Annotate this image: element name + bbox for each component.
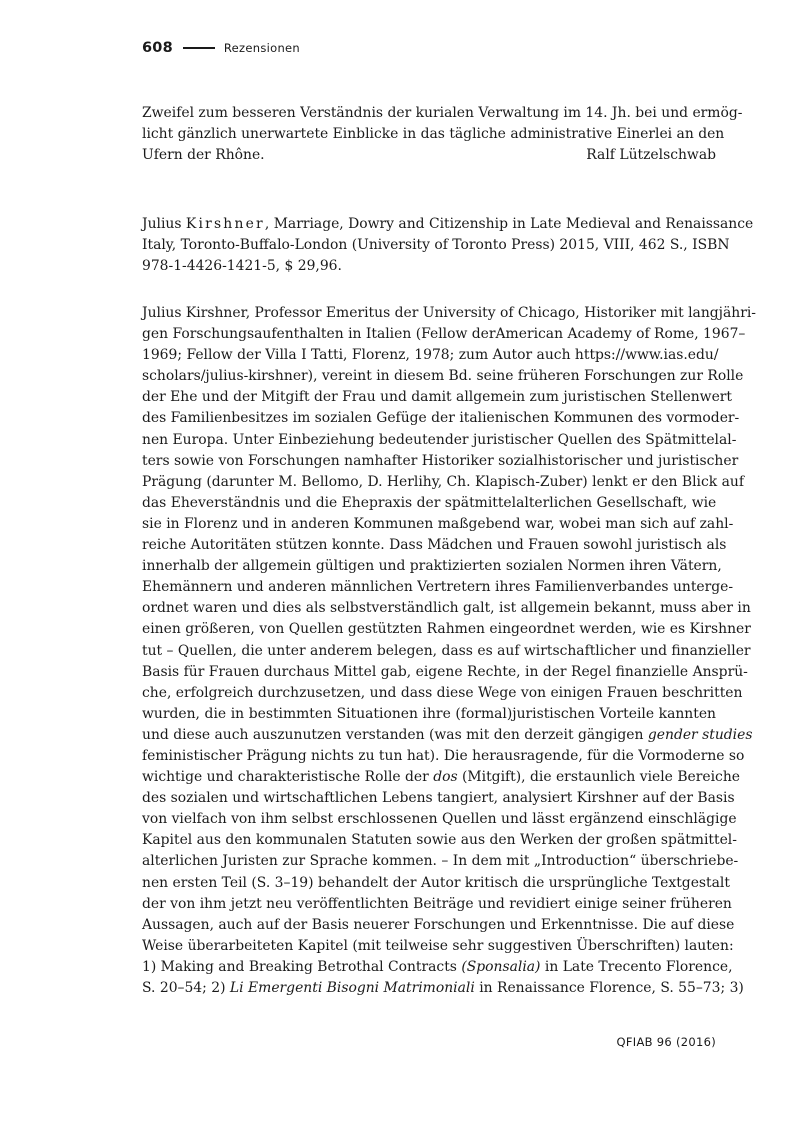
text-line: der von ihm jetzt neu veröffentlichten Beiträge und revidiert einige seiner früheren	[142, 895, 732, 912]
journal-footer: QFIAB 96 (2016)	[616, 1035, 716, 1049]
text-line: licht gänzlich unerwartete Einblicke in das tägliche administrative Einerlei an den	[142, 126, 725, 143]
text-line: ters sowie von Forschungen namhafter Historiker sozialhistorischer und juristischer	[142, 452, 739, 469]
text-line: che, erfolgreich durchzusetzen, und dass diese Wege von einigen Frauen beschritten	[142, 684, 743, 701]
text-line	[142, 978, 744, 999]
reviewer-signature: Ralf Lützelschwab	[586, 147, 716, 164]
italic-term: gender studies	[647, 726, 753, 743]
citation-line	[142, 214, 754, 235]
page-number: 608	[142, 40, 173, 56]
text-line: Julius Kirshner, Professor Emeritus der University of Chicago, Historiker mit langjähri-	[142, 305, 756, 321]
citation-line: 978-1-4426-1421-5, $ 29,96.	[142, 258, 342, 275]
text-line: feministischer Prägung nichts zu tun hat). Die herausragende, für die Vormoderne so	[142, 747, 745, 764]
header-rule	[183, 47, 215, 49]
text-line: Basis für Frauen durchaus Mittel gab, eigene Rechte, in der Regel finanzielle Ansprü-	[142, 663, 748, 680]
text-line: scholars/julius-kirshner), vereint in diesem Bd. seine früheren Forschungen zur Rolle	[142, 368, 744, 385]
book-title: , Marriage, Dowry and Citizenship in Late Medieval and Renaissance	[264, 216, 754, 232]
text-line: Prägung (darunter M. Bellomo, D. Herlihy, Ch. Klapisch-Zuber) lenkt er den Blick auf	[142, 473, 744, 490]
author-first-name: Julius	[142, 216, 182, 232]
text-line: Zweifel zum besseren Verständnis der kurialen Verwaltung im 14. Jh. bei und ermög-	[142, 105, 743, 121]
review-body	[142, 303, 756, 999]
text-run: (Mitgift), die erstaunlich viele Bereiche	[457, 769, 740, 786]
text-line: des Familienbesitzes im sozialen Gefüge der italienischen Kommunen des vormoder-	[142, 410, 740, 427]
text-line: nen ersten Teil (S. 3–19) behandelt der Autor kritisch die ursprüngliche Textgestalt	[142, 874, 730, 891]
text-line: das Eheverständnis und die Ehepraxis der spätmittelalterlichen Gesellschaft, wie	[142, 494, 717, 511]
text-line: nen Europa. Unter Einbeziehung bedeutender juristischer Quellen des Spätmittelal-	[142, 431, 737, 448]
text-line: wurden, die in bestimmten Situationen ihre (formal)juristischen Vorteile kannten	[142, 705, 716, 722]
text-line: reiche Autoritäten stützen konnte. Dass Mädchen und Frauen sowohl juristisch als	[142, 537, 727, 554]
review-citation	[142, 214, 754, 277]
text-run: in Late Trecento Florence,	[540, 958, 733, 975]
text-line: Aussagen, auch auf der Basis neuerer Forschungen und Erkenntnisse. Die auf diese	[142, 916, 735, 933]
text-line: innerhalb der allgemein gültigen und praktizierten sozialen Normen ihren Vätern,	[142, 558, 722, 575]
text-run: in Renaissance Florence, S. 55–73; 3)	[474, 980, 744, 996]
text-line: sie in Florenz und in anderen Kommunen maßgebend war, wobei man sich auf zahl-	[142, 515, 734, 532]
text-line: Ufern der Rhône.	[142, 147, 265, 164]
text-line: des sozialen und wirtschaftlichen Lebens tangiert, analysiert Kirshner auf der Basis	[142, 790, 735, 807]
text-line: 1969; Fellow der Villa I Tatti, Florenz, 1978; zum Autor auch https://www.ias.edu/	[142, 347, 719, 364]
text-run: 1) Making and Breaking Betrothal Contracts	[142, 958, 462, 975]
text-line: Ehemännern und anderen männlichen Vertretern ihres Familienverbandes unterge-	[142, 579, 734, 596]
italic-term: dos	[433, 769, 458, 786]
text-line: Kapitel aus den kommunalen Statuten sowie aus den Werken der großen spätmittel-	[142, 832, 737, 849]
text-line: der Ehe und der Mitgift der Frau und damit allgemein zum juristischen Stellenwert	[142, 389, 733, 406]
italic-term: Li Emergenti Bisogni Matrimoniali	[229, 980, 475, 996]
section-title: Rezensionen	[223, 41, 300, 55]
author-surname: Kirshner	[185, 216, 265, 232]
text-line	[142, 725, 753, 746]
text-line: Weise überarbeiteten Kapitel (mit teilweise sehr suggestiven Überschriften) lauten:	[142, 937, 734, 954]
text-line: ordnet waren und dies als selbstverständlich galt, ist allgemein bekannt, muss aber in	[142, 600, 751, 617]
previous-review-ending	[142, 103, 743, 166]
text-run: und diese auch auszunutzen verstanden (was mit den derzeit gängigen	[142, 726, 648, 743]
text-line: tut – Quellen, die unter anderem belegen, dass es auf wirtschaftlicher und finanzieller	[142, 642, 751, 659]
citation-line: Italy, Toronto-Buffalo-London (University of Toronto Press) 2015, VIII, 462 S., ISBN	[142, 237, 730, 254]
italic-term: (Sponsalia)	[461, 958, 541, 975]
text-line: einen größeren, von Quellen gestützten Rahmen eingeordnet werden, wie es Kirshner	[142, 621, 751, 638]
text-line	[142, 957, 733, 978]
text-line-with-signature	[142, 145, 716, 166]
running-header	[142, 40, 300, 56]
text-run: wichtige und charakteristische Rolle der	[142, 769, 434, 786]
text-run: S. 20–54; 2)	[142, 980, 230, 996]
text-line: alterlichen Juristen zur Sprache kommen. – In dem mit „Introduction“ überschriebe-	[142, 853, 739, 870]
text-line: von vielfach von ihm selbst erschlossenen Quellen und lässt ergänzend einschlägige	[142, 811, 737, 828]
text-line	[142, 767, 740, 788]
text-line: gen Forschungsaufenthalten in Italien (Fellow derAmerican Academy of Rome, 1967–	[142, 326, 746, 343]
